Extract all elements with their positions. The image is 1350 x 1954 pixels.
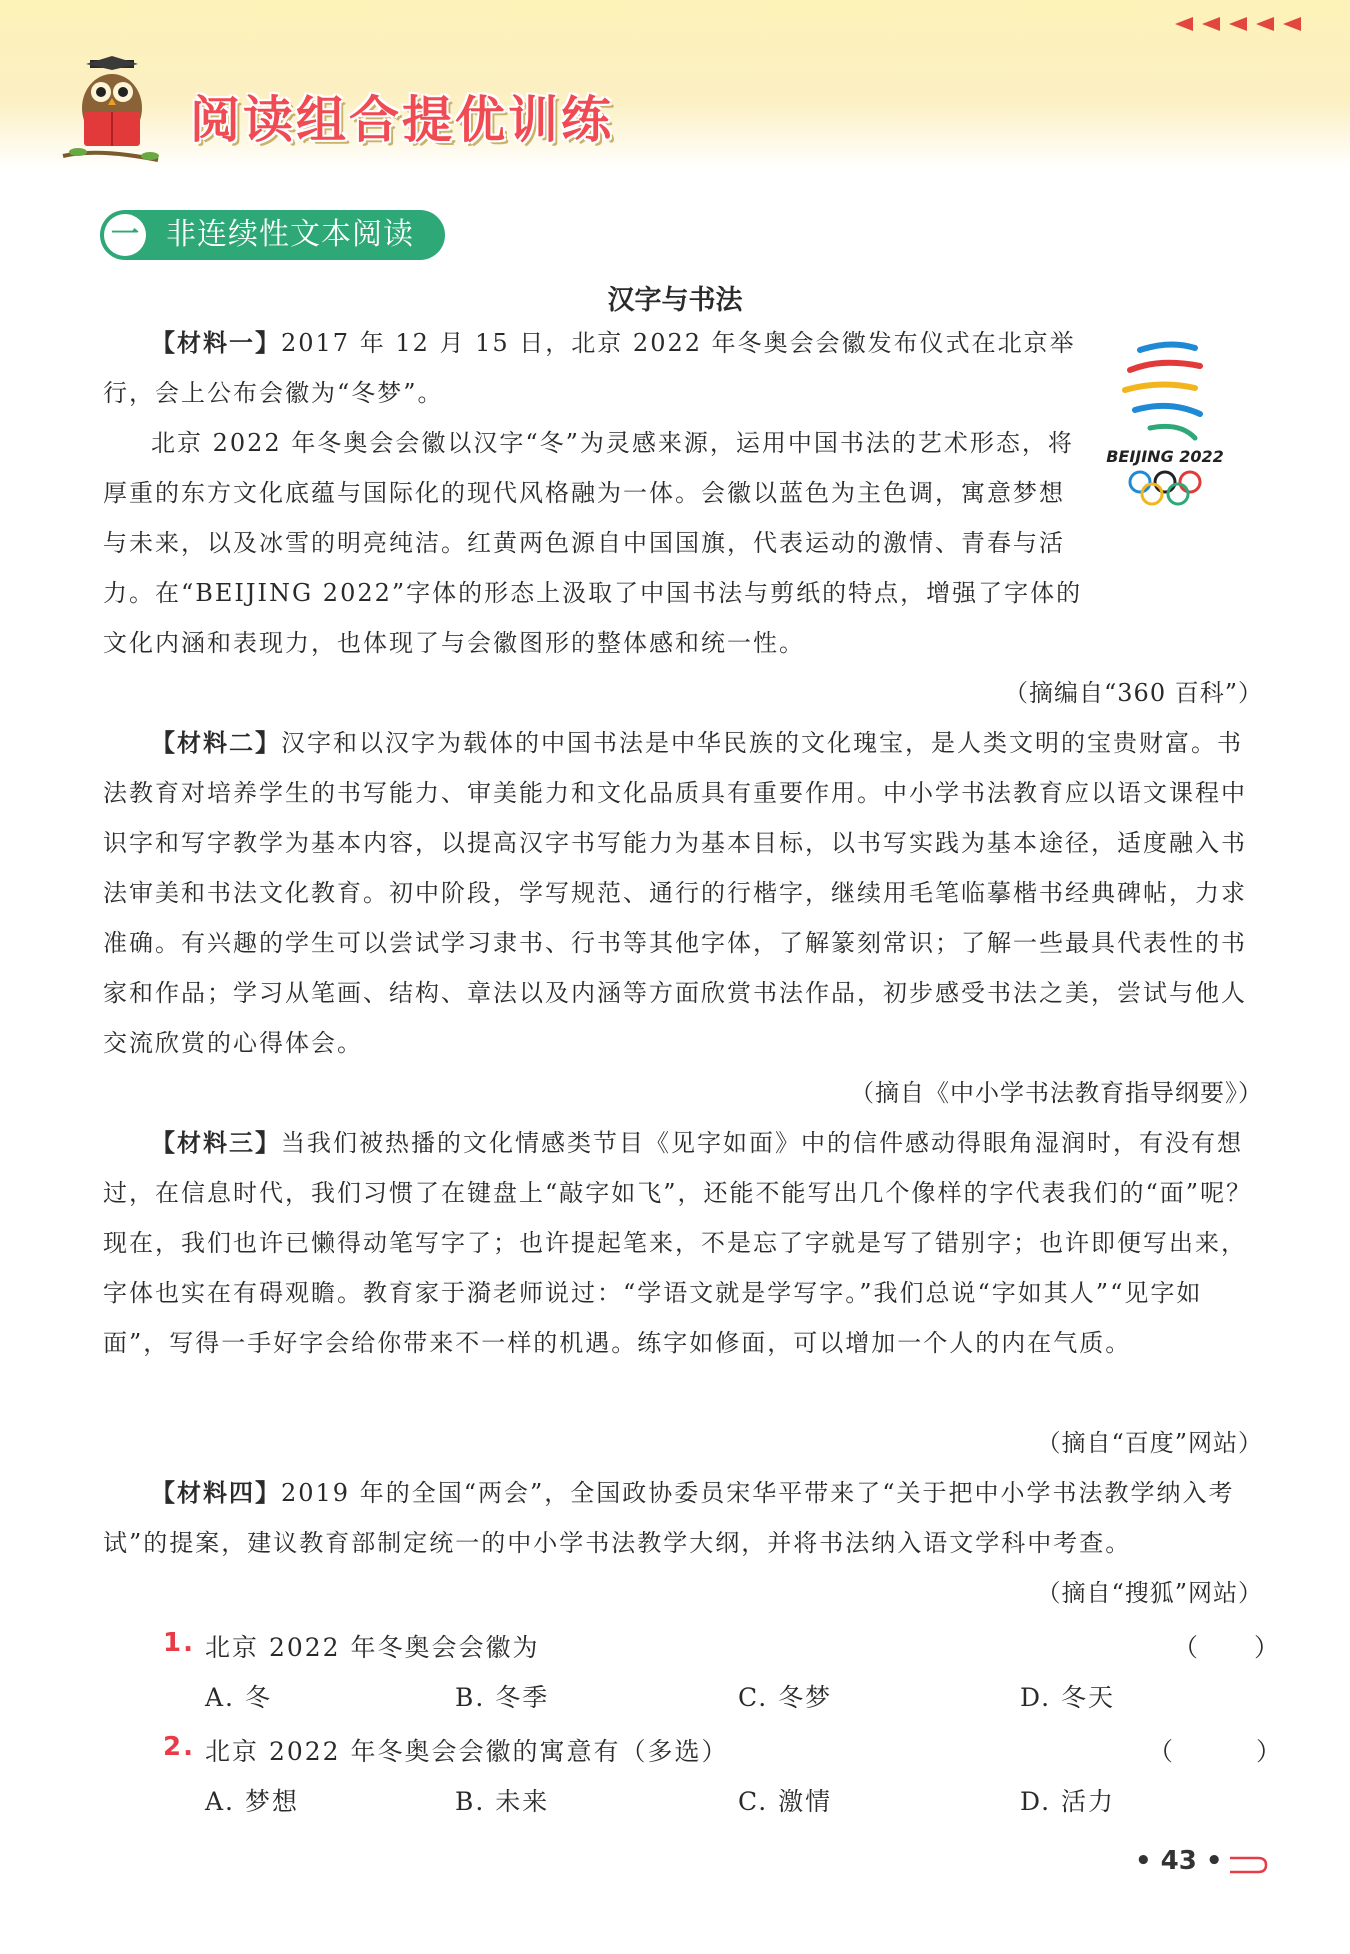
page-header — [0, 0, 1350, 170]
material-2 — [103, 718, 1263, 1068]
material-label: 【材料一】 — [151, 329, 281, 357]
option-a[interactable]: A. 冬 — [205, 1683, 272, 1712]
material-1-source: （摘编自“360 百科”） — [1004, 679, 1263, 707]
material-paragraph: 当我们被热播的文化情感类节目《见字如面》中的信件感动得眼角湿润时，有没有想过，在信息时代，我们习惯了在键盘上“敲字如飞”，还能不能写出几个像样的字代表我们的“面”呢？现在，我们也许已懒得动笔写字了；也许提起笔来，不是忘了字就是写了错别字；也许即便写出来，字体也实在有碍观瞻。教育家于漪老师说过：“学语文就是学写字。”我们总说“字如其人”“见字如面”，写得一手好字会给你带来不一样的机遇。练字如修面，可以增加一个人的内在气质。 — [103, 1129, 1253, 1357]
material-paragraph: 2019 年的全国“两会”，全国政协委员宋华平带来了“关于把中小学书法教学纳入考试”的提案，建议教育部制定统一的中小学书法教学大纲，并将书法纳入语文学科中考查。 — [103, 1479, 1235, 1557]
logo-wordmark: BEIJING 2022 — [1106, 447, 1224, 466]
material-4-source: （摘自“搜狐”网站） — [1036, 1579, 1263, 1607]
option-b[interactable]: B. 冬季 — [455, 1683, 550, 1712]
answer-blank[interactable]: （ ） — [1148, 1737, 1284, 1766]
material-label: 【材料三】 — [151, 1129, 281, 1157]
option-d[interactable]: D. 冬天 — [1020, 1683, 1116, 1712]
material-paragraph: 2017 年 12 月 15 日，北京 2022 年冬奥会会徽发布仪式在北京举行，会上公布会徽为“冬梦”。 — [103, 329, 1076, 407]
material-3-source: （摘自“百度”网站） — [1036, 1429, 1263, 1457]
option-d[interactable]: D. 活力 — [1020, 1787, 1116, 1816]
material-label: 【材料四】 — [151, 1479, 281, 1507]
material-label: 【材料二】 — [151, 729, 281, 757]
option-c[interactable]: C. 激情 — [738, 1787, 833, 1816]
question-number: 1. — [163, 1628, 195, 1658]
document-title: 汉字与书法 — [607, 285, 743, 316]
material-paragraph: 北京 2022 年冬奥会会徽以汉字“冬”为灵感来源，运用中国书法的艺术形态，将厚重的东方文化底蕴与国际化的现代风格融为一体。会徽以蓝色为主色调，寓意梦想与未来，以及冰雪的明亮纯洁。红黄两色源自中国国旗，代表运动的激情、青春与活力。在“BEIJING 2022”字体的形态上汲取了中国书法与剪纸的特点，增强了字体的文化内涵和表现力，也体现了与会徽图形的整体感和统一性。 — [103, 429, 1083, 657]
section-title: 非连续性文本阅读 — [166, 217, 414, 252]
material-1 — [103, 318, 1083, 418]
material-paragraph: 汉字和以汉字为载体的中国书法是中华民族的文化瑰宝，是人类文明的宝贵财富。书法教育对培养学生的书写能力、审美能力和文化品质具有重要作用。中小学书法教育应以语文课程中识字和写字教学为基本内容，以提高汉字书写能力为基本目标，以书写实践为基本途径，适度融入书法审美和书法文化教育。初中阶段，学写规范、通行的行楷字，继续用毛笔临摹楷书经典碑帖，力求准确。有兴趣的学生可以尝试学习隶书、行书等其他字体，了解篆刻常识；了解一些最具代表性的书家和作品；学习从笔画、结构、章法以及内涵等方面欣赏书法作品，初步感受书法之美，尝试与他人交流欣赏的心得体会。 — [103, 729, 1247, 1057]
question-stem: 北京 2022 年冬奥会会徽的寓意有（多选） — [205, 1737, 729, 1766]
owl-reading-icon — [58, 56, 168, 171]
material-1-para-2 — [103, 418, 1263, 668]
question-number: 2. — [163, 1732, 195, 1762]
answer-blank[interactable]: （ ） — [1173, 1633, 1282, 1662]
section-heading — [100, 210, 445, 260]
header-title: 阅读组合提优训练 — [190, 91, 614, 149]
material-4 — [103, 1468, 1263, 1568]
option-c[interactable]: C. 冬梦 — [738, 1683, 833, 1712]
material-3 — [103, 1118, 1263, 1368]
material-2-source: （摘自《中小学书法教育指导纲要》） — [850, 1079, 1263, 1107]
page-number: • 43 • — [1135, 1846, 1223, 1876]
page-swoosh-decoration — [1228, 1854, 1268, 1876]
section-number: 一 — [104, 214, 146, 256]
option-a[interactable]: A. 梦想 — [205, 1787, 299, 1816]
option-b[interactable]: B. 未来 — [455, 1787, 550, 1816]
header-arrow-decoration — [1175, 16, 1310, 36]
question-stem: 北京 2022 年冬奥会会徽为 — [205, 1633, 540, 1662]
